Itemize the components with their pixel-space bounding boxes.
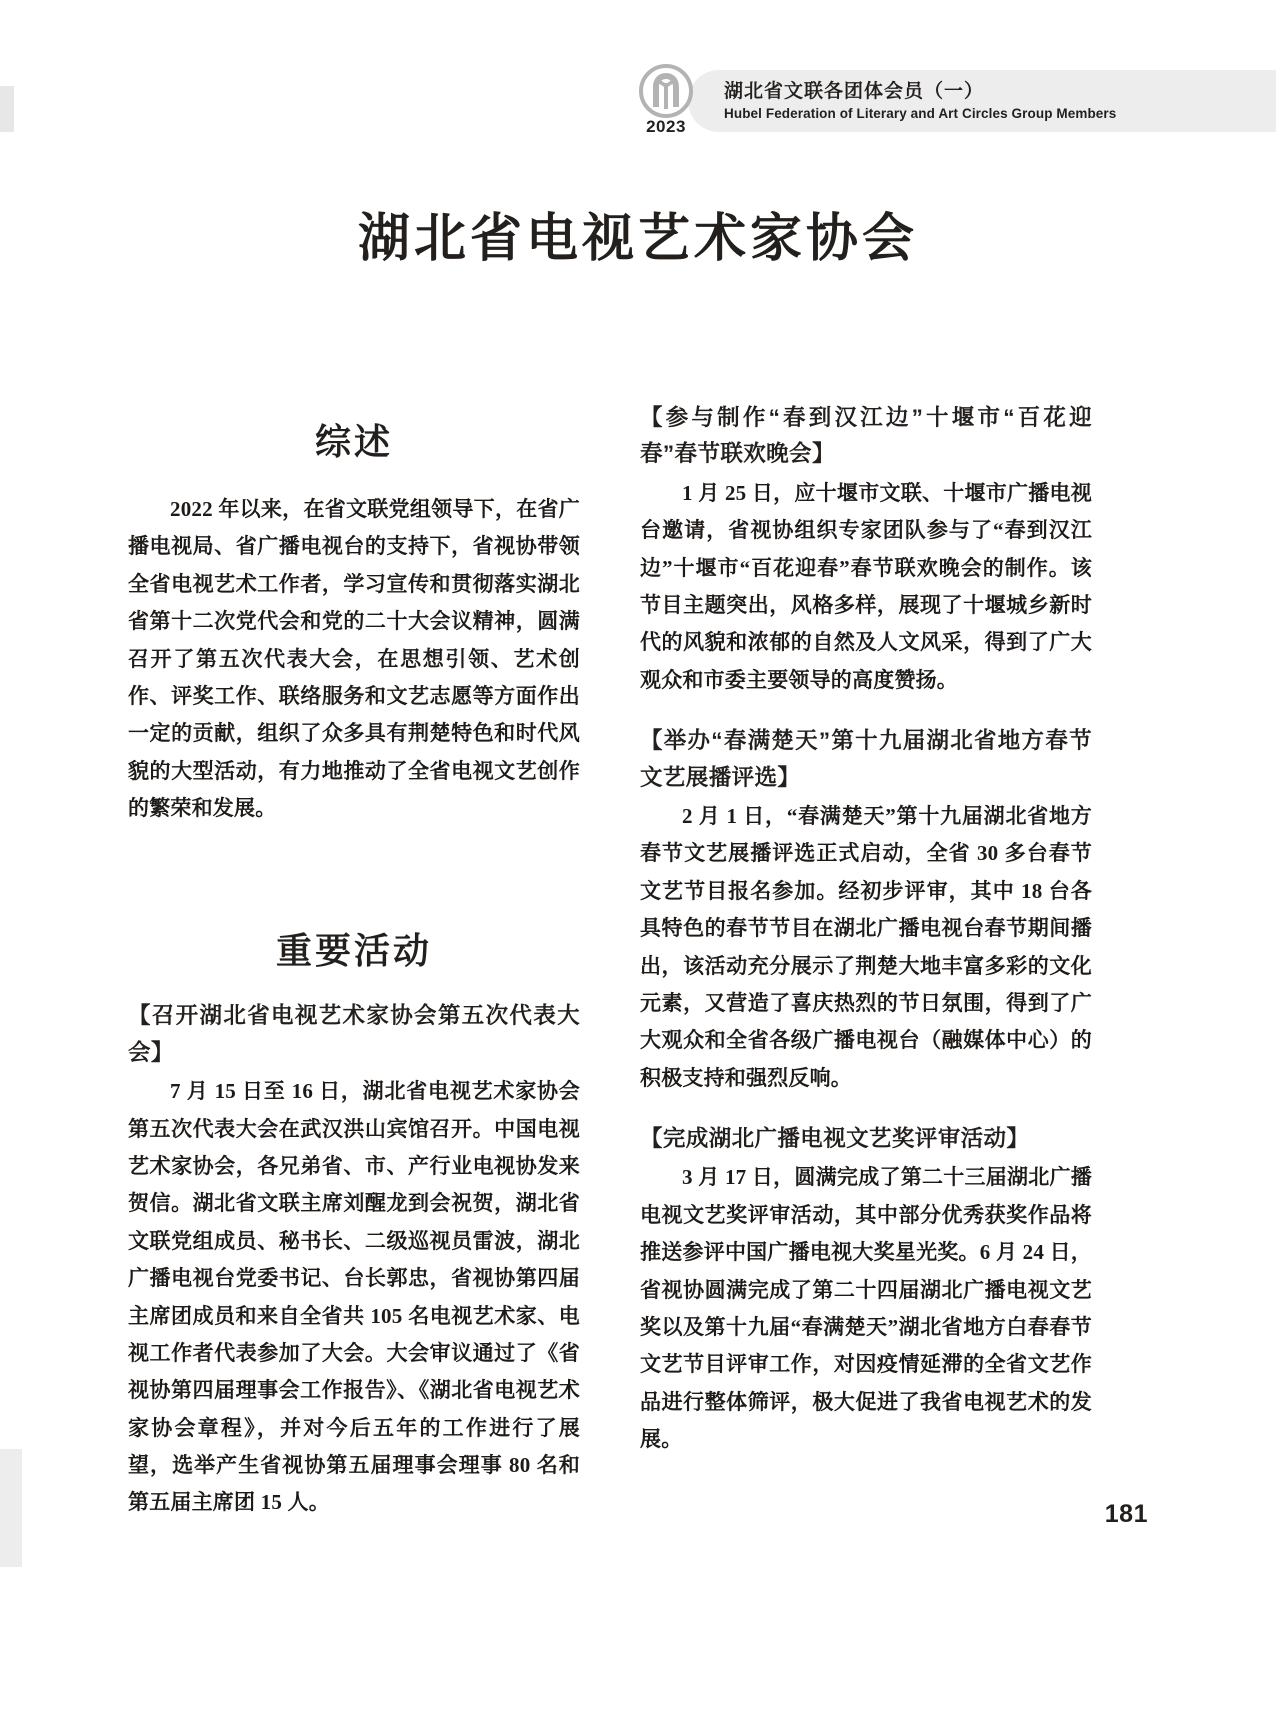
page-number: 181: [1104, 1500, 1148, 1528]
section-heading-overview: 综述: [314, 421, 393, 462]
header-title-cn: 湖北省文联各团体会员（一）: [724, 80, 985, 102]
activity-heading-2: 【参与制作“春到汉江边”十堰市“百花迎春”春节联欢晚会】: [640, 405, 1092, 467]
body-columns: [128, 400, 1148, 1526]
activity-heading-3: 【举办“春满楚天”第十九届湖北省地方春节文艺展播评选】: [640, 728, 1092, 790]
header-text-block: [724, 81, 1116, 121]
federation-emblem: [630, 63, 702, 139]
page-title: 湖北省电视艺术家协会: [357, 210, 918, 268]
activity-paragraph-2: 1 月 25 日，应十堰市文联、十堰市广播电视台邀请，省视协组织专家团队参与了“春到汉江边”十堰市“百花迎春”春节联欢晚会的制作。该节目主题突出，风格多样，展现了十堰城乡新时代的风貌和浓郁的自然及人文风采，得到了广大观众和市委主要领导的高度赞扬。: [640, 480, 1092, 692]
emblem-year: 2023: [646, 117, 686, 136]
activity-paragraph-4: 3 月 17 日，圆满完成了第二十三届湖北广播电视文艺奖评审活动，其中部分优秀获奖作品将推送参评中国广播电视大奖星光奖。6 月 24 日，省视协圆满完成了第二十四届湖北广播电视文艺奖以及第十九届“春满楚天”湖北省地方白春春节文艺节目评审工作，对因疫情延滞的全省文艺作品进行整体筛评，极大促进了我省电视艺术的发展。: [640, 1165, 1092, 1452]
column-right: [640, 400, 1092, 1526]
federation-emblem-icon: [638, 63, 694, 119]
page-edge-mark-bottom: [0, 1449, 22, 1567]
header-title-en: Hubel Federation of Literary and Art Circles Group Members: [724, 106, 1117, 122]
activity-heading-1: 【召开湖北省电视艺术家协会第五次代表大会】: [128, 1003, 580, 1065]
paragraph-overview: 2022 年以来，在省文联党组领导下，在省广播电视局、省广播电视台的支持下，省视协带领全省电视艺术工作者，学习宣传和贯彻落实湖北省第十二次党代会和党的二十大会议精神，圆满召开了第五次代表大会，在思想引领、艺术创作、评奖工作、联络服务和文艺志愿等方面作出一定的贡献，组织了众多具有荆楚特色和时代风貌的大型活动，有力地推动了全省电视文艺创作的繁荣和发展。: [128, 497, 580, 820]
column-left: [128, 400, 580, 1526]
section-heading-activities: 重要活动: [275, 930, 432, 972]
running-header: [630, 70, 1276, 136]
page-edge-mark-top: [0, 86, 14, 132]
activity-paragraph-3: 2 月 1 日，“春满楚天”第十九届湖北省地方春节文艺展播评选正式启动，全省 30 多台春节文艺节目报名参加。经初步评审，其中 18 台各具特色的春节节目在湖北广播电视台春节期间播出，该活动充分展示了荆楚大地丰富多彩的文化元素，又营造了喜庆热烈的节日氛围，得到了广大观众和全省各级广播电视台（融媒体中心）的积极支持和强烈反响。: [640, 804, 1092, 1090]
activity-paragraph-1: 7 月 15 日至 16 日，湖北省电视艺术家协会第五次代表大会在武汉洪山宾馆召开。中国电视艺术家协会，各兄弟省、市、产行业电视协发来贺信。湖北省文联主席刘醒龙到会祝贺，湖北省文联党组成员、秘书长、二级巡视员雷波，湖北广播电视台党委书记、台长郭忠，省视协第四届主席团成员和来自全省共 105 名电视艺术家、电视工作者代表参加了大会。大会审议通过了《省视协第四届理事会工作报告》、《湖北省电视艺术家协会章程》，并对今后五年的工作进行了展望，选举产生省视协第五届理事会理事 80 名和第五届主席团 15 人。: [128, 1079, 580, 1515]
activity-heading-4: 【完成湖北广播电视文艺奖评审活动】: [640, 1126, 1030, 1151]
